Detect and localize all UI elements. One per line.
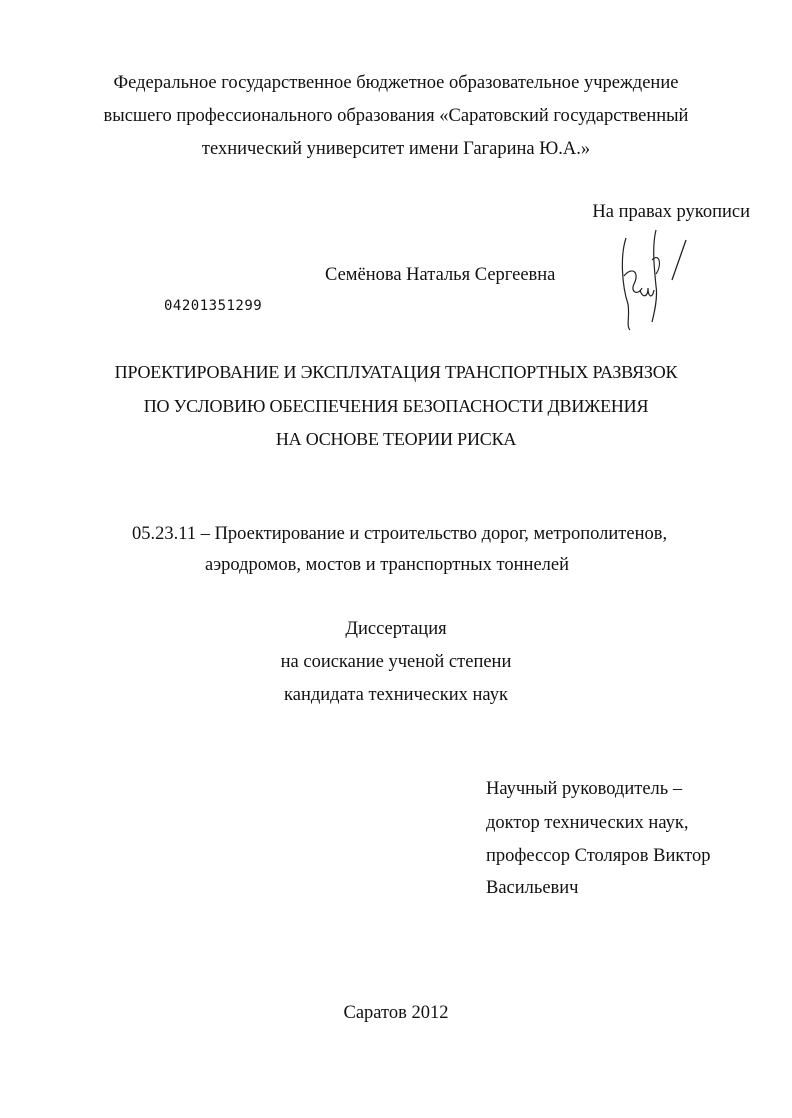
institution-line-1: Федеральное государственное бюджетное образовательное учреждение [113,73,679,93]
registration-number: 04201351299 [164,298,263,314]
title-line-1: ПРОЕКТИРОВАНИЕ И ЭКСПЛУАТАЦИЯ ТРАНСПОРТНЫХ РАЗВЯЗОК [114,362,678,382]
city-year: Саратов 2012 [343,1003,449,1023]
institution-line-3: технический университет имени Гагарина Ю.А.» [201,139,591,159]
supervisor-line-2: доктор технических наук, [486,813,689,833]
degree-line-1: Диссертация [345,619,447,639]
supervisor-line-4: Васильевич [486,878,579,898]
specialty-line-1: 05.23.11 – Проектирование и строительство дорог, метрополитенов, [132,524,668,544]
degree-line-3: кандидата технических наук [284,685,508,705]
manuscript-note: На правах рукописи [592,202,750,222]
handwritten-signature [612,226,692,336]
supervisor-line-1: Научный руководитель – [486,779,683,799]
institution-line-2: высшего профессионального образования «Саратовский государственный [103,106,689,126]
author-name: Семёнова Наталья Сергеевна [325,265,556,285]
title-line-2: ПО УСЛОВИЮ ОБЕСПЕЧЕНИЯ БЕЗОПАСНОСТИ ДВИЖЕНИЯ [143,396,649,416]
title-line-3: НА ОСНОВЕ ТЕОРИИ РИСКА [275,429,517,449]
specialty-line-2: аэродромов, мостов и транспортных тоннелей [205,555,570,575]
supervisor-line-3: профессор Столяров Виктор [486,846,711,866]
degree-line-2: на соискание ученой степени [280,652,512,672]
